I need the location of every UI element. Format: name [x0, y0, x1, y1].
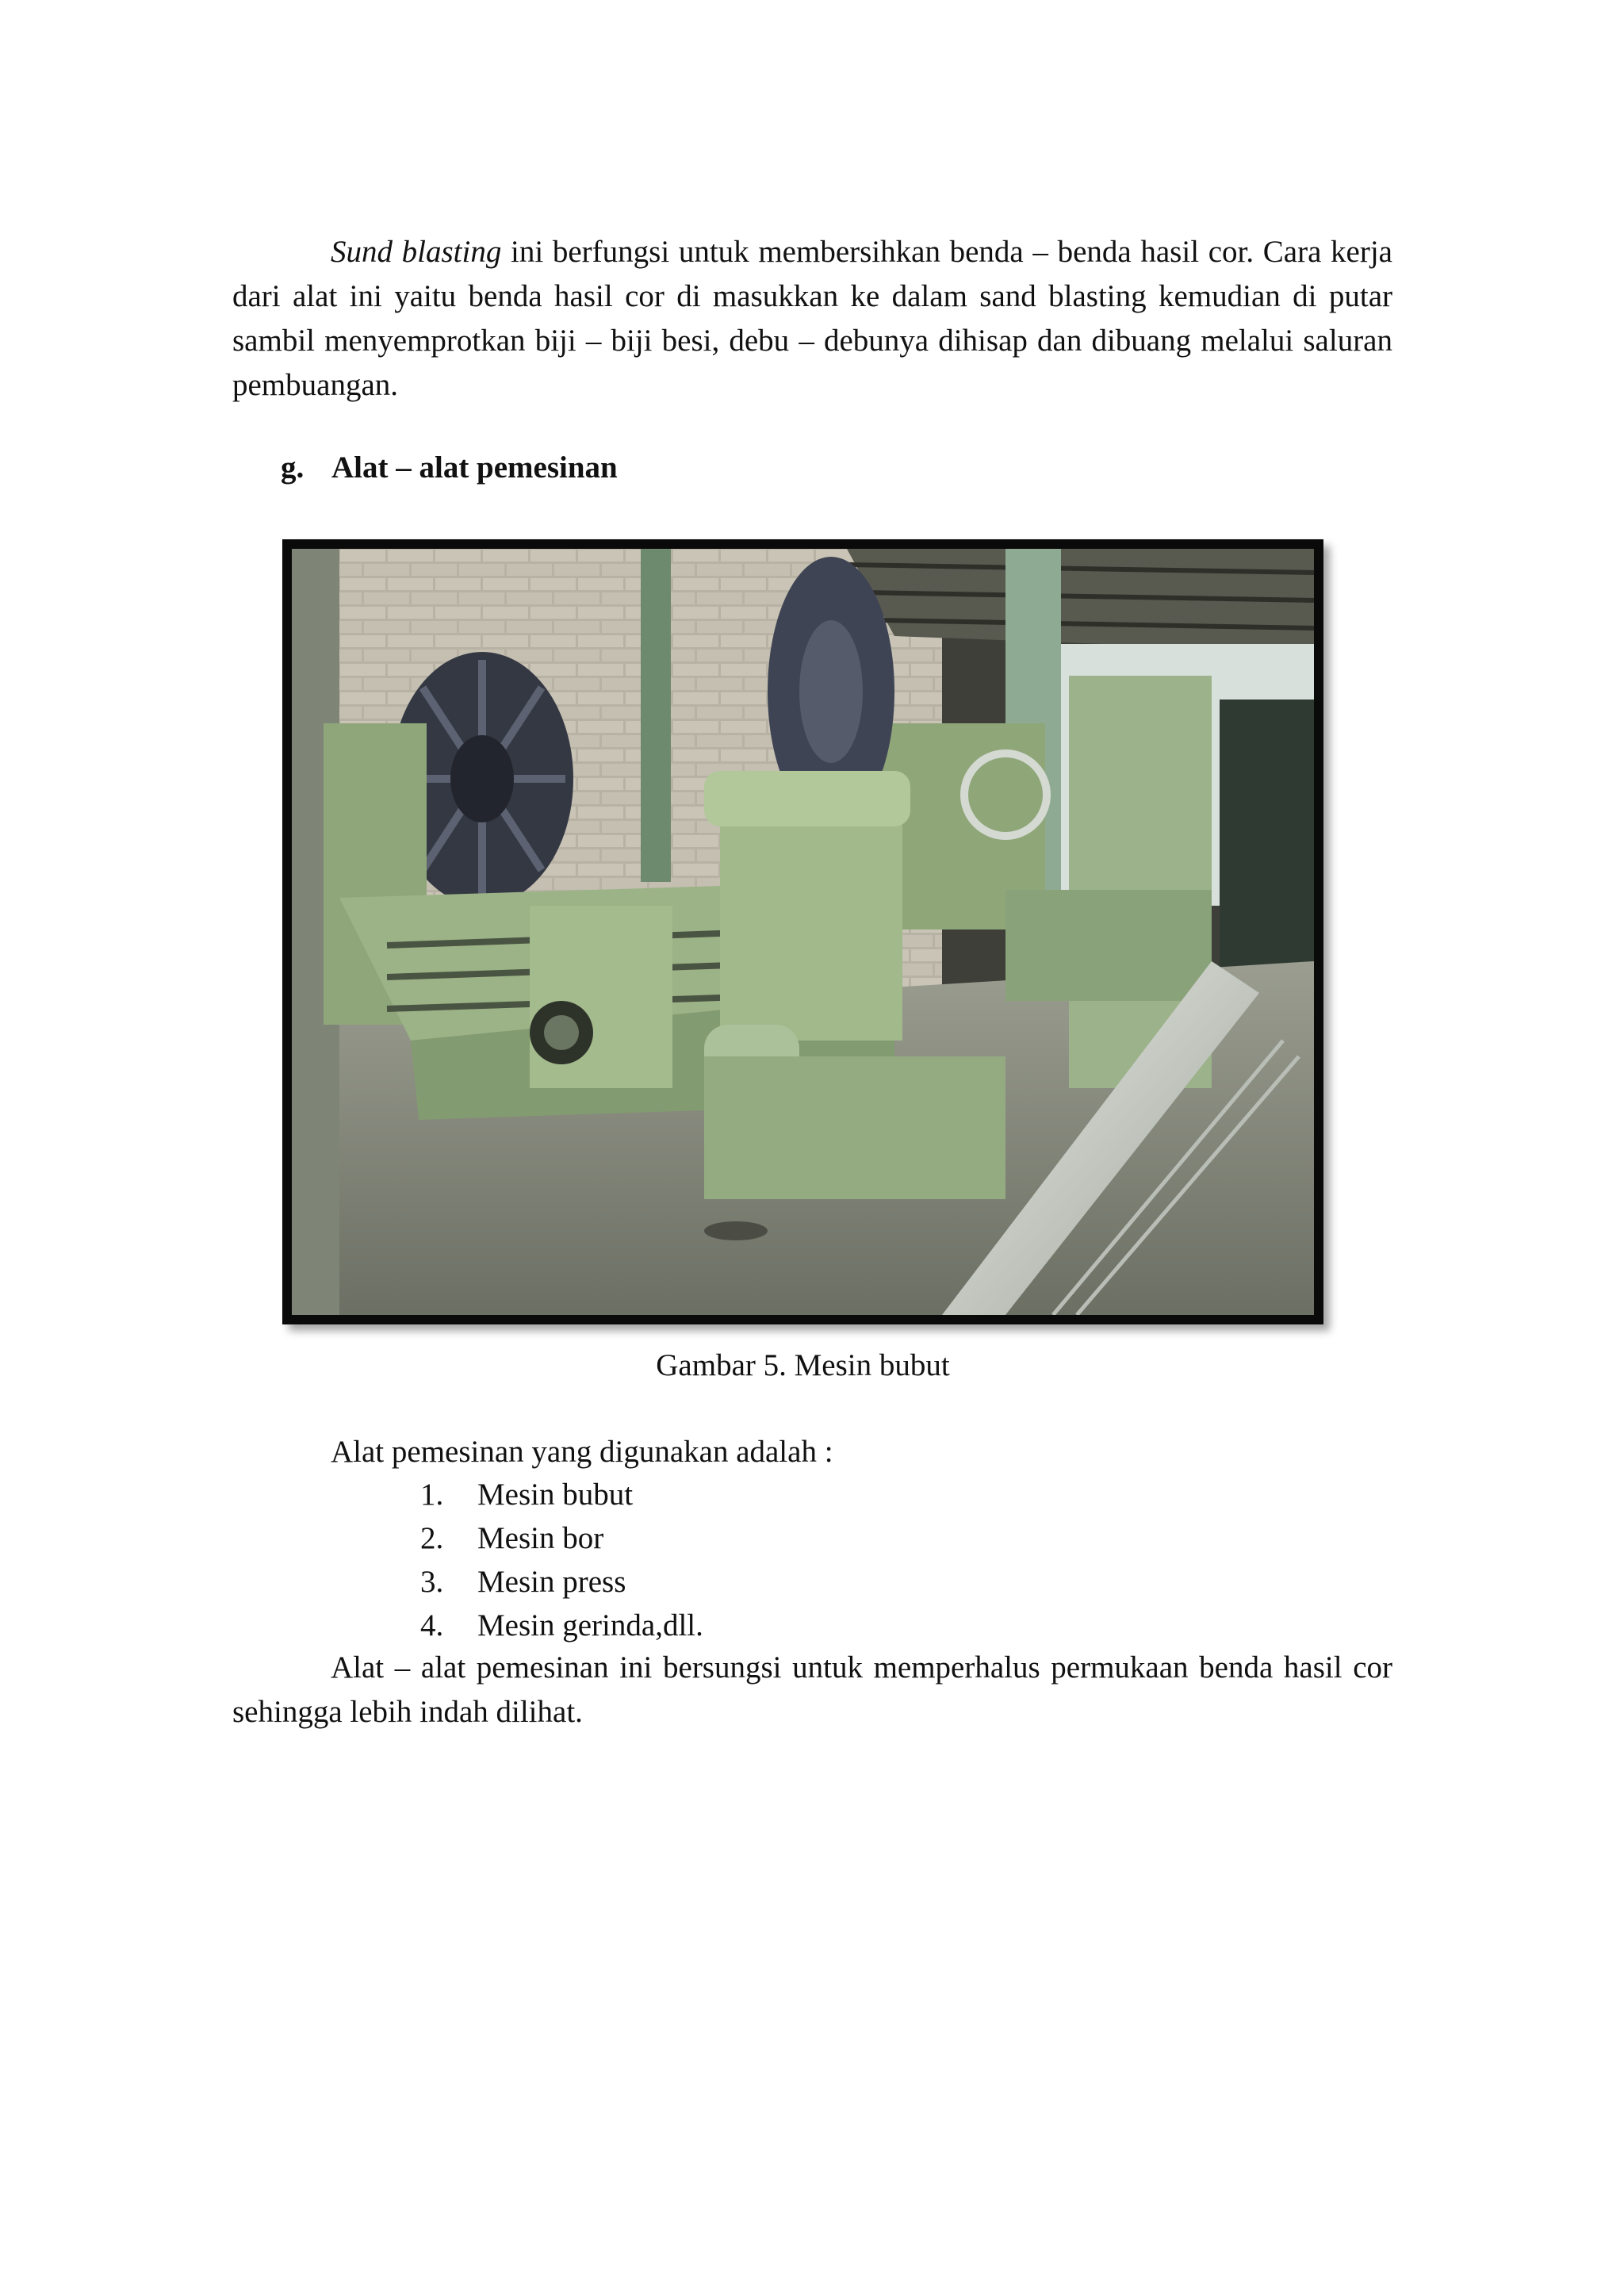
- list-intro: Alat pemesinan yang digunakan adalah :: [331, 1435, 833, 1469]
- paragraph-text: Alat – alat pemesinan ini bersungsi untuk memperhalus permukaan benda hasil cor sehingga lebih indah dilihat.: [232, 1650, 1392, 1729]
- paragraph-machining: [232, 1646, 1392, 1734]
- section-letter: g.: [281, 450, 304, 485]
- figure-caption: Gambar 5. Mesin bubut: [656, 1348, 950, 1382]
- list-label: Mesin gerinda,dll.: [477, 1608, 703, 1642]
- list-item: [420, 1560, 703, 1604]
- list-number: 2.: [420, 1521, 444, 1555]
- lathe-illustration: [292, 549, 1314, 1315]
- section-title: Alat – alat pemesinan: [331, 450, 618, 485]
- list-label: Mesin press: [477, 1565, 626, 1599]
- list-label: Mesin bor: [477, 1521, 604, 1555]
- tool-list: [420, 1473, 703, 1647]
- list-item: [420, 1473, 703, 1516]
- paragraph-text: ini berfungsi untuk membersihkan benda – benda hasil cor. Cara kerja dari alat ini yaitu benda hasil cor di masukkan ke dalam sand blasting kemudian di putar sambil menyemprotkan biji – biji besi, debu – debunya dihisap dan dibuang melalui saluran pembuangan.: [232, 235, 1392, 402]
- list-item: [420, 1604, 703, 1647]
- lathe-photo: [282, 539, 1323, 1324]
- list-number: 4.: [420, 1608, 444, 1642]
- list-item: [420, 1516, 703, 1560]
- italic-term: Sund blasting: [331, 235, 502, 269]
- list-label: Mesin bubut: [477, 1478, 634, 1512]
- list-number: 3.: [420, 1565, 444, 1599]
- list-number: 1.: [420, 1478, 444, 1512]
- paragraph-sand-blasting: [232, 230, 1392, 408]
- section-heading: [281, 446, 618, 490]
